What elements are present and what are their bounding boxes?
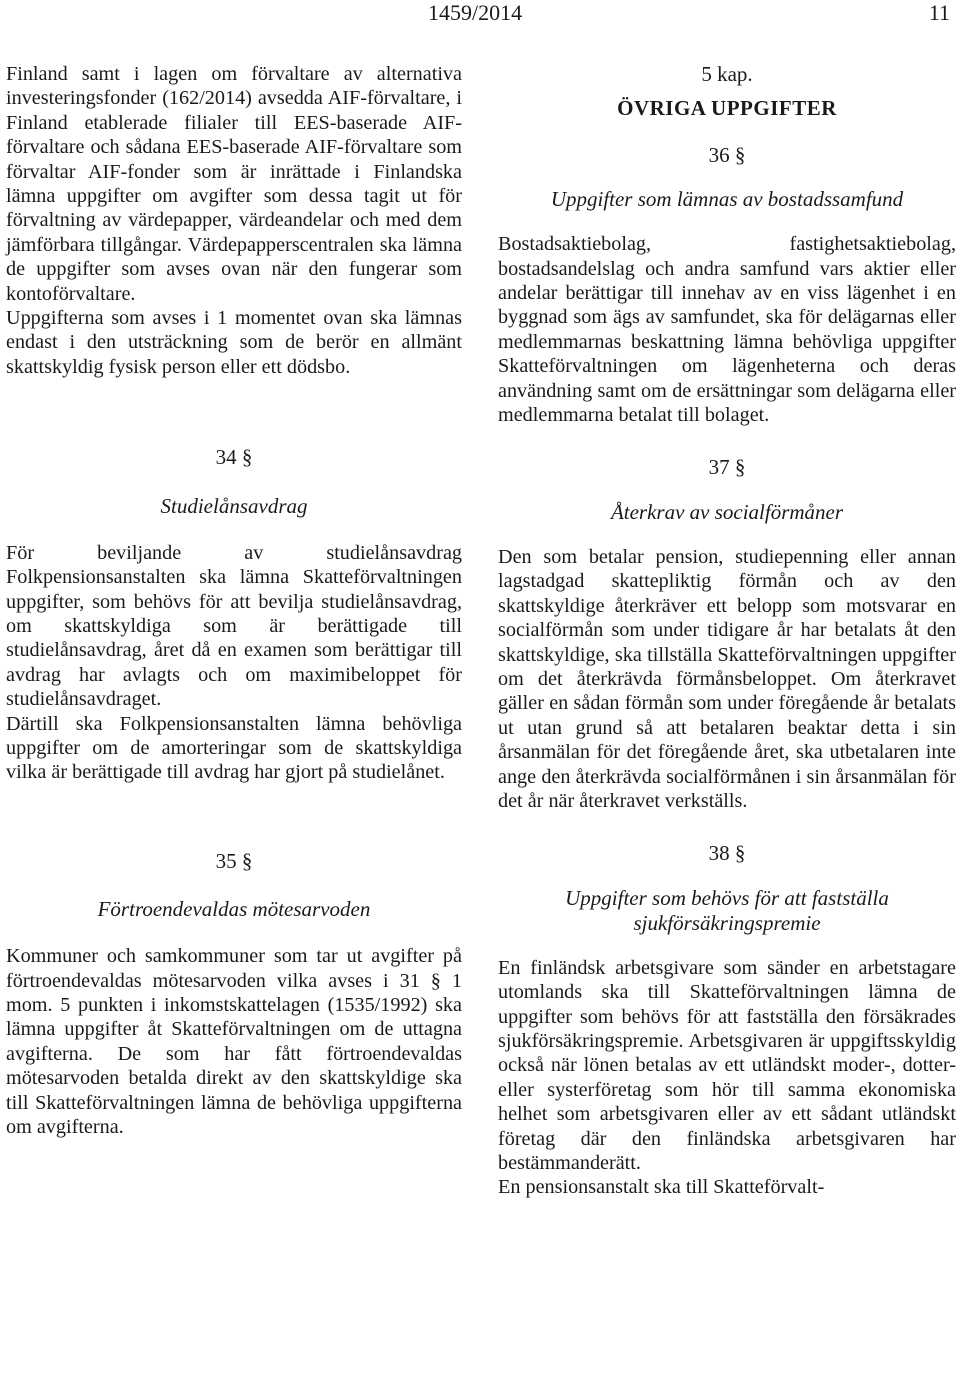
- section-35-paragraph-1: Kommuner och samkommuner som tar ut avgifter på förtroendevaldas mötesarvoden vilka avses i 31 § 1 mom. 5 punkten i inkomstskattelagen (1535/1992) ska lämna uppgifter åt Skatteförvaltningen om de uttagna avgifterna. De som har fått förtroendevaldas mötesarvoden betalda direkt av den skattskyldige ska till Skatteförvaltningen lämna de behövliga uppgifterna om avgifterna.: [6, 945, 462, 1138]
- section-37-number: 37 §: [708, 455, 746, 480]
- section-36-title: Uppgifter som lämnas av bostadssamfund: [550, 187, 904, 212]
- section-38-number: 38 §: [708, 841, 746, 866]
- section-34-paragraph-2: Därtill ska Folkpensionsanstalten lämna behövliga uppgifter om de amorteringar som de skattskyldiga vilka är berättigade till avdrag har gjort på studielånet.: [6, 712, 462, 784]
- page-number: 11: [928, 0, 950, 25]
- section-34-title: Studielånsavdrag: [160, 493, 308, 518]
- intro-paragraph-2: Uppgifterna som avses i 1 momentet ovan ska lämnas endast i den utsträckning som de berör en allmänt skattskyldig fysisk person eller ett dödsbo.: [6, 307, 462, 378]
- intro-paragraph-1: Finland samt i lagen om förvaltare av alternativa investeringsfonder (162/2014) avsedda AIF-förvaltare, i Finland etablerade filialer till EES-baserade AIF-förvaltare och sådana EES-baserade AIF-förvaltare som förvaltar AIF-fonder som är inrättade i Finlandska lämna uppgifter om avgifter som dessa tagit ut för förvaltning av värdepapper, värdeandelar och med dem jämförbara tillgångar. Värdepapperscentralen ska lämna de uppgifter som avses ovan när den fungerar som kontoförvaltare.: [6, 63, 462, 305]
- section-35-title: Förtroendevaldas mötesarvoden: [97, 897, 371, 922]
- section-34-paragraph-1: För beviljande av studielånsavdrag Folkpensionsanstalten ska lämna Skatteförvaltningen uppgifter, som behövs för att bevilja studielånsavdrag, om skattskyldiga som är berättigade till studielånsavdrag, året då en examen som berättigar till avdrag har avlagts och om maximibeloppet för studielånsavdraget.: [6, 541, 462, 711]
- page-header: [0, 0, 960, 28]
- section-35-number: 35 §: [215, 848, 253, 873]
- document-number: 1459/2014: [428, 0, 523, 25]
- section-36-paragraph-1: Bostadsaktiebolag, fastighetsaktiebolag, bostadsandelslag och andra samfund vars aktier eller andelar berättigar till innehav av en viss lägenhet i en byggnad som ägs av samfundet, ska för delägarnas eller medlemmarnas beskattning lämna behövliga uppgifter Skatteförvaltningen om lägenheterna och deras användning samt om de ersättningar som delägarna eller medlemmarna betalat till bolaget.: [498, 233, 956, 427]
- section-34-number: 34 §: [215, 445, 253, 470]
- section-38-title: Uppgifter som behövs för att fastställa sjukförsäkringspremie: [565, 885, 889, 935]
- section-36-number: 36 §: [708, 142, 746, 167]
- left-column: [6, 62, 462, 1139]
- chapter-number: 5 kap.: [701, 62, 753, 86]
- section-38-paragraph-1: En finländsk arbetsgivare som sänder en arbetstagare utomlands ska till Skatteförvaltningen lämna de uppgifter som behövs för att fastställa den försäkrades sjukförsäkringspremie. Arbetsgivaren är uppgiftsskyldig också när lönen betalas av ett utländskt moder-, dotter- eller systerföretag som hör till samma ekonomiska helhet som arbetsgivaren eller av ett sådant utländskt företag där den finländska arbetsgivaren har bestämmanderätt.: [498, 956, 956, 1174]
- chapter-title: ÖVRIGA UPPGIFTER: [617, 96, 837, 121]
- section-37-title: Återkrav av socialförmåner: [610, 499, 844, 524]
- right-column: [498, 62, 956, 1200]
- section-38-paragraph-2: En pensionsanstalt ska till Skatteförvalt-: [498, 1176, 825, 1199]
- section-37-paragraph-1: Den som betalar pension, studiepenning eller annan lagstadgad skattepliktig förmån och av den skattskyldige återkräver ett belopp som motsvarar en socialförmån som under tidigare år har betalats åt den skattskyldige, ska tillställa Skatteförvaltningen uppgifter om det återkrävda förmånsbeloppet. Om återkravet gäller en sådan förmån som under föregående år betalats ut utan grund så att betalaren beaktar detta i sin årsanmälan för det föregående året, ska utbetalaren inte ange den återkrävda socialförmånen i sin årsanmälan för det år när återkravet verkställs.: [498, 545, 956, 812]
